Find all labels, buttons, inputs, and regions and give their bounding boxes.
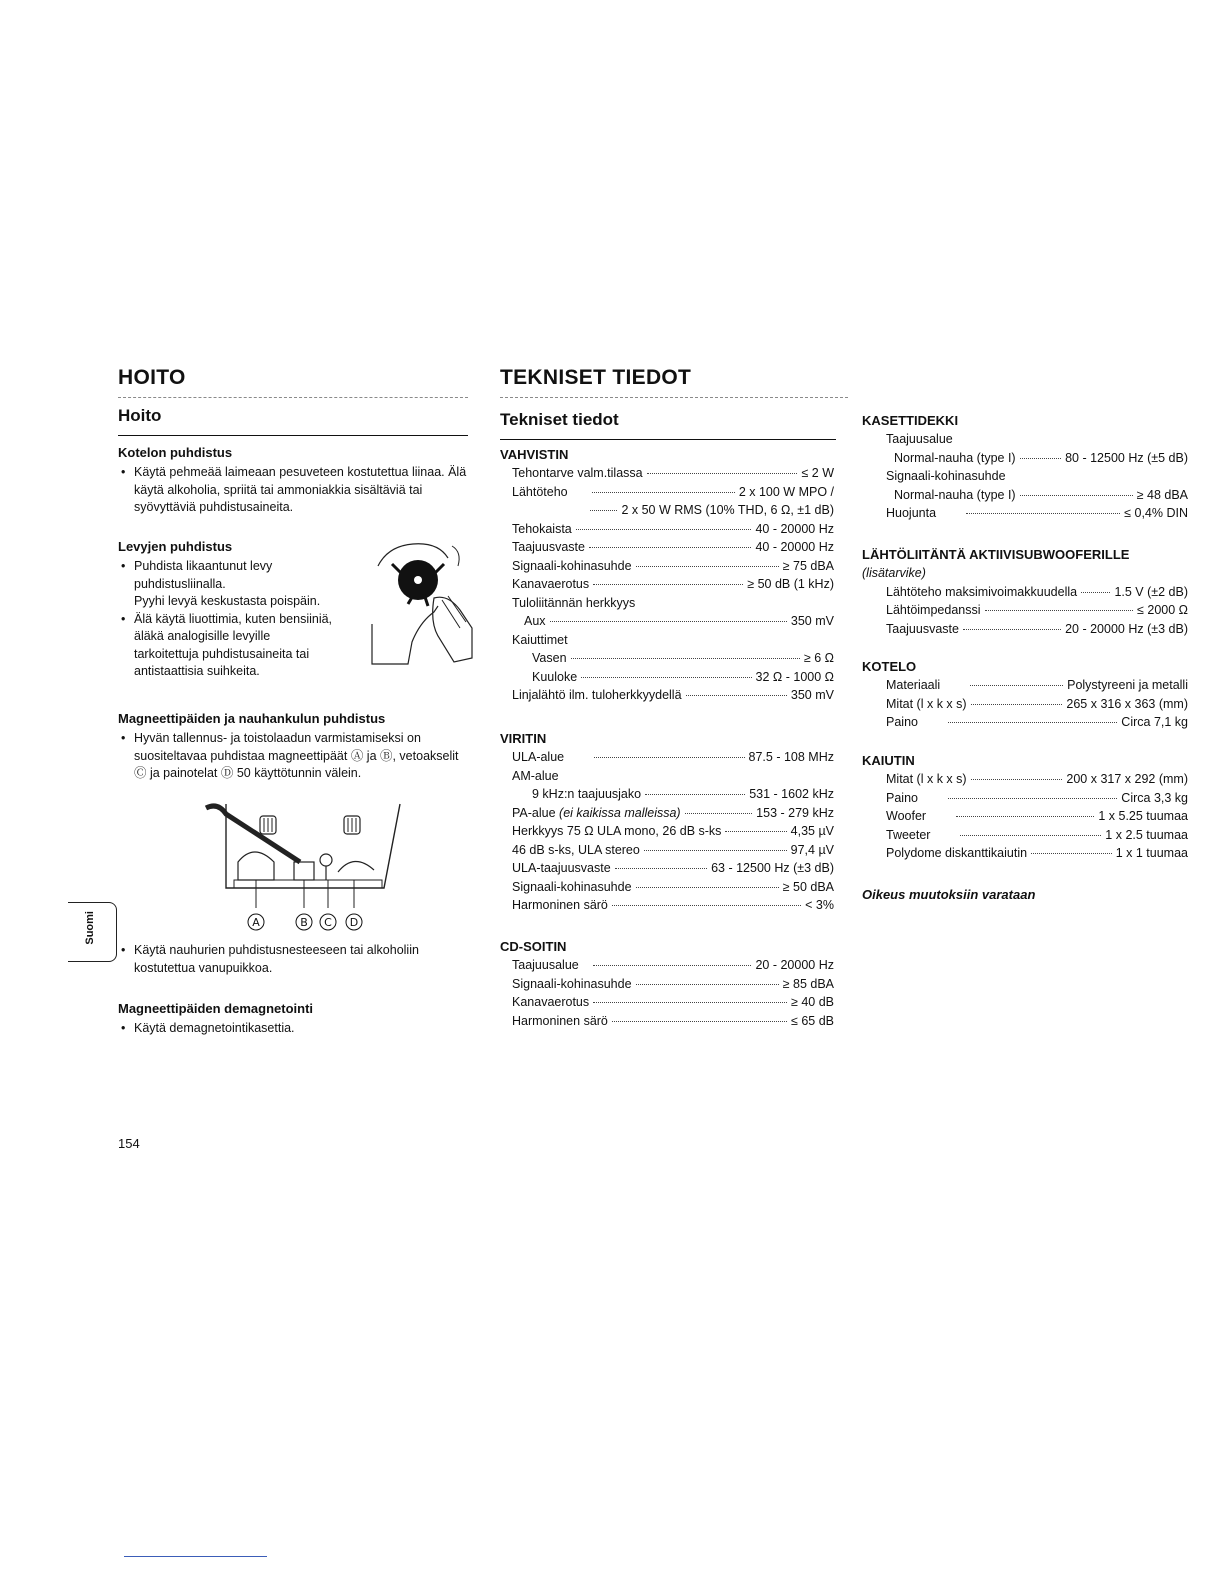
block-footer-note bbox=[862, 886, 1202, 904]
spec-row: Normal-nauha (type I) 80 - 12500 Hz (±5 dB) bbox=[894, 450, 1188, 465]
heading-magneettipaiden-puhdistus: Magneettipäiden ja nauhankulun puhdistus bbox=[118, 711, 386, 726]
heading-vahvistin: VAHVISTIN bbox=[500, 447, 569, 462]
block-demagnetointi bbox=[118, 1000, 468, 1038]
spec-row: Paino Circa 3,3 kg bbox=[886, 790, 1188, 805]
spec-row: Signaali-kohinasuhde ≥ 50 dBA bbox=[512, 879, 834, 894]
heading-cd-soitin: CD-SOITIN bbox=[500, 939, 567, 954]
spec-label: AM-alue bbox=[512, 768, 559, 783]
spec-row: Vasen ≥ 6 Ω bbox=[532, 651, 834, 665]
spec-row: Lähtöimpedanssi ≤ 2000 Ω bbox=[886, 603, 1188, 617]
heading-viritin: VIRITIN bbox=[500, 731, 547, 746]
heading-kotelon-puhdistus: Kotelon puhdistus bbox=[118, 445, 233, 460]
heading-kotelo: KOTELO bbox=[862, 659, 917, 674]
heading-subwoofer-output: LÄHTÖLIITÄNTÄ AKTIIVISUBWOOFERILLE bbox=[862, 547, 1130, 562]
footer-rule bbox=[124, 1556, 267, 1557]
spec-row: Lähtöteho maksimivoimakkuudella 1.5 V (±2 dB) bbox=[886, 584, 1188, 599]
list-item-text: Pyyhi levyä keskustasta poispäin. bbox=[134, 594, 321, 608]
spec-label: Tuloliitännän herkkyys bbox=[512, 595, 636, 610]
spec-row: Taajuusalue 20 - 20000 Hz bbox=[512, 958, 834, 972]
spec-row: Taajuusvaste 40 - 20000 Hz bbox=[512, 540, 834, 554]
section-title-tekniset-tiedot: TEKNISET TIEDOT bbox=[500, 366, 692, 389]
heading-kasettidekki: KASETTIDEKKI bbox=[862, 413, 959, 428]
list-item: • Hyvän tallennus- ja toistolaadun varmistamiseksi on suositeltavaa puhdistaa magneettipäät Ⓐ ja Ⓑ, vetoakselit Ⓒ ja painotelat Ⓓ 50 käyttötunnin välein. bbox=[121, 731, 459, 780]
spec-row: ULA-taajuusvaste 63 - 12500 Hz (±3 dB) bbox=[512, 861, 834, 875]
spec-row: Harmoninen särö < 3% bbox=[512, 898, 834, 912]
spec-label: Taajuusalue bbox=[886, 432, 953, 446]
block-vahvistin bbox=[500, 446, 834, 705]
figure-label-b: B bbox=[300, 916, 308, 929]
block-kotelon-puhdistus bbox=[118, 444, 468, 517]
heading-demagnetointi: Magneettipäiden demagnetointi bbox=[118, 1001, 314, 1016]
spec-row: ULA-alue 87.5 - 108 MHz bbox=[512, 750, 834, 764]
section-subtitle-hoito: Hoito bbox=[118, 406, 162, 425]
figure-label-a: A bbox=[252, 916, 260, 929]
spec-row: Linjalähtö ilm. tuloherkkyydellä 350 mV bbox=[512, 688, 834, 702]
spec-row: Taajuusvaste 20 - 20000 Hz (±3 dB) bbox=[886, 621, 1188, 636]
spec-row: 9 kHz:n taajuusjako 531 - 1602 kHz bbox=[532, 787, 834, 801]
spec-row: Materiaali Polystyreeni ja metalli bbox=[886, 678, 1188, 692]
spec-row: Tweeter 1 x 2.5 tuumaa bbox=[886, 827, 1188, 842]
title-divider bbox=[500, 397, 848, 398]
spec-row: Signaali-kohinasuhde ≥ 75 dBA bbox=[512, 558, 834, 573]
spec-row: 2 x 50 W RMS (10% THD, 6 Ω, ±1 dB) bbox=[500, 501, 834, 520]
list-item: • Älä käytä liuottimia, kuten bensiiniä, äläkä analogisille levyille tarkoitettuja puhdistusaineita tai antistaattisia suihkeita. bbox=[121, 611, 333, 678]
list-item: • Puhdista likaantunut levy puhdistusliinalla. bbox=[121, 559, 273, 591]
section-title-hoito: HOITO bbox=[118, 366, 186, 389]
block-kasettidekki bbox=[862, 412, 1188, 523]
list-item: • Käytä demagnetointikasettia. bbox=[121, 1021, 295, 1035]
spec-row: 46 dB s-ks, ULA stereo 97,4 µV bbox=[512, 842, 834, 857]
disc-cleaning-illustration bbox=[368, 536, 478, 666]
spec-row: Mitat (l x k x s) 265 x 316 x 363 (mm) bbox=[886, 696, 1188, 711]
block-kotelo bbox=[862, 658, 1188, 732]
spec-row: Lähtöteho 2 x 100 W MPO / bbox=[512, 484, 834, 499]
spec-label: Kaiuttimet bbox=[512, 632, 568, 647]
spec-row: Woofer 1 x 5.25 tuumaa bbox=[886, 809, 1188, 823]
block-kaiutin bbox=[862, 752, 1188, 863]
figure-label-c: C bbox=[324, 916, 332, 929]
language-tab bbox=[68, 902, 117, 962]
subtitle-rule bbox=[118, 435, 468, 436]
tape-head-illustration bbox=[204, 800, 404, 934]
list-item: • Käytä nauhurien puhdistusnesteeseen tai alkoholiin kostutettua vanupuikkoa. bbox=[121, 943, 419, 975]
spec-row: Kuuloke 32 Ω - 1000 Ω bbox=[532, 669, 834, 684]
subtitle-rule bbox=[500, 439, 836, 440]
spec-label: Signaali-kohinasuhde bbox=[886, 469, 1006, 483]
title-divider bbox=[118, 397, 468, 398]
block-cd-soitin bbox=[500, 938, 834, 1030]
spec-row: Mitat (l x k x s) 200 x 317 x 292 (mm) bbox=[886, 772, 1188, 786]
spec-row: Normal-nauha (type I) ≥ 48 dBA bbox=[894, 487, 1188, 502]
spec-row: Kanavaerotus ≥ 50 dB (1 kHz) bbox=[512, 577, 834, 591]
spec-row: Tehontarve valm.tilassa ≤ 2 W bbox=[512, 466, 834, 480]
figure-label-d: D bbox=[349, 916, 359, 929]
section-subtitle-tekniset-tiedot: Tekniset tiedot bbox=[500, 410, 619, 429]
page-number: 154 bbox=[118, 1136, 140, 1151]
spec-row: Kanavaerotus ≥ 40 dB bbox=[512, 995, 834, 1009]
block-nauhurin-puhdistusaine bbox=[118, 942, 468, 977]
spec-row: Harmoninen särö ≤ 65 dB bbox=[512, 1013, 834, 1028]
rights-reserved-note: Oikeus muutoksiin varataan bbox=[862, 887, 1036, 902]
spec-row: Huojunta ≤ 0,4% DIN bbox=[886, 506, 1188, 520]
language-tab-label: Suomi bbox=[84, 911, 96, 945]
list-item: • Käytä pehmeää laimeaan pesuveteen kostutettua liinaa. Älä käytä alkoholia, spriitä tai ammoniakkia sisältäviä tai syövyttäviä puhdistusaineita. bbox=[121, 465, 467, 514]
subwoofer-note: (lisätarvike) bbox=[862, 566, 926, 580]
block-viritin bbox=[500, 730, 834, 915]
block-subwoofer bbox=[862, 546, 1188, 638]
spec-row: Tehokaista 40 - 20000 Hz bbox=[512, 521, 834, 536]
spec-row: Herkkyys 75 Ω ULA mono, 26 dB s-ks 4,35 µV bbox=[512, 824, 834, 838]
heading-levyjen-puhdistus: Levyjen puhdistus bbox=[118, 539, 233, 554]
spec-row: Polydome diskanttikaiutin 1 x 1 tuumaa bbox=[886, 846, 1188, 860]
spec-row: Signaali-kohinasuhde ≥ 85 dBA bbox=[512, 976, 834, 991]
spec-row: PA-alue (ei kaikissa malleissa) 153 - 279 kHz bbox=[512, 805, 834, 820]
spec-row: Aux 350 mV bbox=[524, 614, 834, 628]
spec-row: Paino Circa 7,1 kg bbox=[886, 715, 1188, 729]
block-magneettipaiden-puhdistus bbox=[118, 710, 468, 783]
heading-kaiutin: KAIUTIN bbox=[862, 753, 915, 768]
